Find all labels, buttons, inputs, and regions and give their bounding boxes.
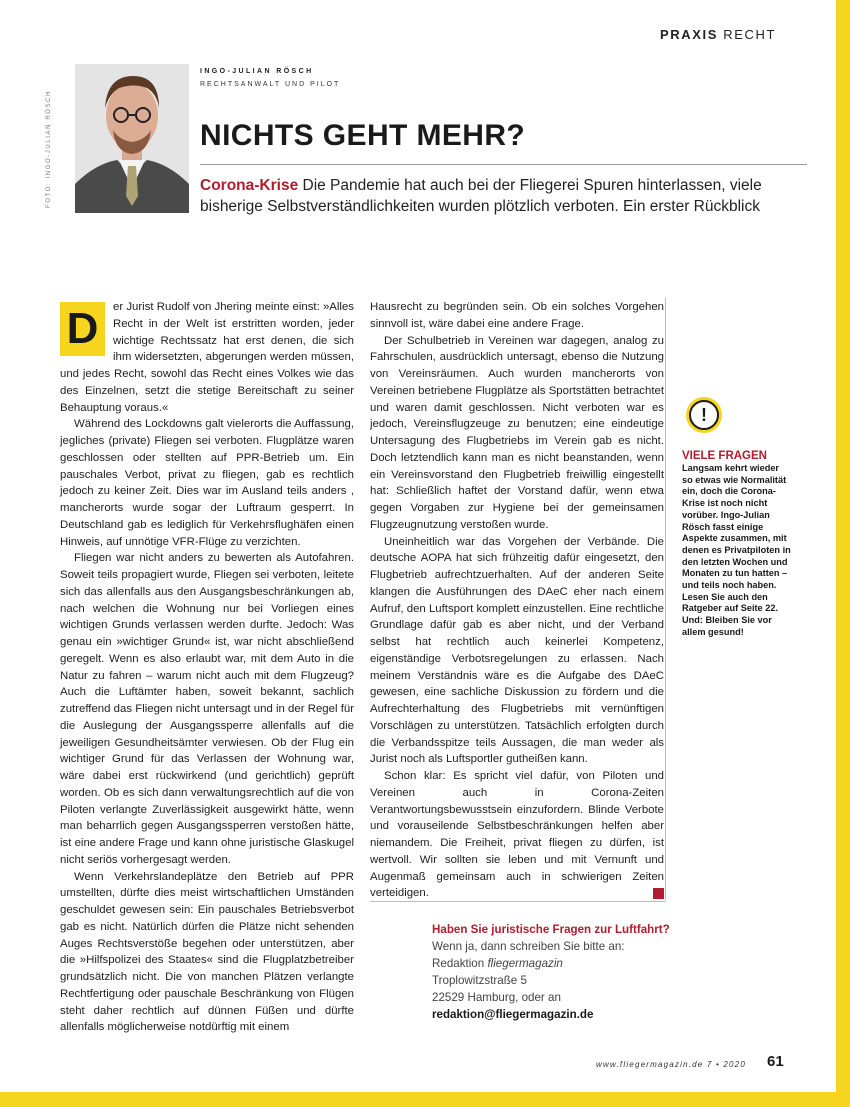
contact-line: 22529 Hamburg, oder an <box>432 991 561 1004</box>
running-head <box>660 27 776 42</box>
contact-box <box>432 921 672 1023</box>
body-paragraph: Wenn Verkehrslandeplätze den Betrieb auf PPR umstellten, dürfte dies meist wirtschaftlichen Umständen geschuldet gewesen sein: Ein pauschales Betriebsverbot gab es nicht. Natürlich dürfen die Plätze nicht sehenden Auges Rechtsverstöße begehen oder unterstützen, aber die »Hilfspolizei des Staates« sind die Flugplatzbetreiber grundsätzlich nicht. Die von manchen Plätzen verlangte Rechtfertigung oder pauschale Beschränkung von Flügen steht daher rechtlich auf dünnen Füßen und dürfte allenfalls möglicherweise notdürftig mit einem <box>60 870 354 1034</box>
column-separator <box>665 298 666 900</box>
footer-url-issue: www.fliegermagazin.de 7 • 2020 <box>596 1060 746 1069</box>
body-paragraph: Während des Lockdowns galt vielerorts die Auffassung, jegliches (private) Fliegen sei verboten. Flugplätze waren geschlossen oder stellten auf PPR-Betrieb um. Ein pauschales Verbot, privat zu fliegen, gab es rechtlich jedoch zu keiner Zeit. Dies war im Ausland teils anders , mancherorts wurde sogar der Luftraum gesperrt. In Deutschland gab es lediglich für Verkehrsflughäfen einen Hinweis, auf unnötige VFR-Flüge zu verzichten. <box>60 418 354 548</box>
body-column-2 <box>370 299 664 902</box>
body-paragraph <box>60 299 354 416</box>
contact-line-text: Redaktion <box>432 957 488 970</box>
exclamation-icon <box>686 397 722 433</box>
body-paragraph-text: er Jurist Rudolf von Jhering meinte einst: »Alles Recht in der Welt ist erstritten worden, jeder wichtige Rechtssatz hat erst denen, die sich ihm widersetzten, abgerungen werden müssen, und jedes Recht, sowohl das Recht eines Volkes wie das des Einzelnen, setzt die stetige Bereitschaft zu seiner Behauptung voraus.« <box>60 301 354 414</box>
author-portrait-image <box>75 64 189 213</box>
photo-credit: FOTO: INGO-JULIAN RÖSCH <box>46 89 52 208</box>
deck-keyword: Corona-Krise <box>200 177 299 194</box>
contact-line <box>432 955 672 972</box>
contact-line: Troplowitzstraße 5 <box>432 974 527 987</box>
headline-rule <box>200 164 807 165</box>
deck-text: Die Pandemie hat auch bei der Fliegerei Spuren hinterlassen, viele bisherige Selbstverständlichkeiten wurden plötzlich verboten. Ein erster Rückblick <box>200 177 762 215</box>
author-portrait <box>75 64 189 213</box>
body-paragraph-text: Schon klar: Es spricht viel dafür, von Piloten und Vereinen auch in Corona-Zeiten Verantwortungsbewusstsein einzufordern. Blinde Verbote und vorauseilende Selbstbeschränkungen helfen aber niemandem. Die Freiheit, privat fliegen zu dürfen, ist wertvoll. Wir sollten sie leben und mit Vernunft und Augenmaß gemeinsam auch in schwierigen Zeiten verteidigen. <box>370 770 664 900</box>
page-number: 61 <box>767 1053 784 1070</box>
author-name: INGO-JULIAN RÖSCH <box>200 68 314 75</box>
end-mark-icon <box>653 888 664 899</box>
contact-question: Haben Sie juristische Fragen zur Luftfahrt? <box>432 923 670 936</box>
deck <box>200 175 805 217</box>
contact-email-link[interactable]: redaktion@fliegermagazin.de <box>432 1008 594 1021</box>
magazine-name: fliegermagazin <box>487 957 563 970</box>
drop-cap: D <box>60 302 105 356</box>
sidebar-box <box>682 397 792 639</box>
headline: NICHTS GEHT MEHR? <box>200 119 526 152</box>
exclamation-glyph: ! <box>689 400 719 430</box>
body-paragraph-last <box>370 768 664 902</box>
contact-line: Wenn ja, dann schreiben Sie bitte an: <box>432 940 625 953</box>
body-paragraph: Uneinheitlich war das Vorgehen der Verbände. Die deutsche AOPA hat sich frühzeitig dafür eingesetzt, den Flugbetrieb aufrechtzuerhalten. Auf der anderen Seite klangen die Ausführungen des DAeC eher nach einem Aufruf, den Luftsport komplett einzustellen. Eine rechtliche Grundlage dafür gab es aber nicht, und der Verband selbst hat rechtlich auch keinerlei Kompetenz, eigenständige Verbotsregelungen zu erlassen. Nach meinem Verständnis wäre es die Aufgabe des DAeC gewesen, eine sachliche Diskussion zu fördern und die Aufrechterhaltung des Flugbetriebs mit vernünftigen Vorschlägen zu unterstützen. Tatsächlich erfolgten durch die Verbandsspitze teils Aussagen, die man weder als Jurist noch als Luftsportler gutheißen kann. <box>370 535 664 766</box>
sidebar-title: VIELE FRAGEN <box>682 450 767 462</box>
running-head-topic: RECHT <box>723 27 776 42</box>
contact-rule <box>370 901 666 902</box>
running-head-section: PRAXIS <box>659 27 718 42</box>
body-paragraph: Fliegen war nicht anders zu bewerten als Autofahren. Soweit teils propagiert wurde, Fliegen sei verboten, leitete sich das allenfalls aus den Ausgangsbeschränkungen ab, nach welchen die Wohnung nur bei Vorliegen eines wichtigen Grunds verlassen werden durfte. Jedoch: Was genau ein »wichtiger Grund« ist, war nicht abschließend geregelt. Wenn es also erlaubt war, mit dem Auto in die Natur zu fahren – warum nicht auch mit dem Flugzeug? Auch die Luftämter haben, soweit bekannt, sachlich zutreffend das Fliegen nicht untersagt und in der Regel für die Auslegung der Ausgangssperre allenfalls auf die jeweiligen Gesundheitsämter verwiesen. Ob der Flug ein wichtiger Grund für das Verlassen der Wohnung war, wäre dabei erst rückwirkend (und gerichtlich) geprüft worden. Ob es sich dann verwaltungsrechtlich auf die von Piloten verlangte Zuverlässigkeit ausgewirkt hätte, wenn man beharrlich gegen Ausgangssperren verstoßen hätte, ist eine andere Frage und kann ohne juristische Glaskugel nicht seriös vorhergesagt werden. <box>60 552 354 866</box>
body-paragraph: Hausrecht zu begründen sein. Ob ein solches Vorgehen sinnvoll ist, wäre dabei eine andere Frage. <box>370 301 664 330</box>
sidebar-text: Langsam kehrt wieder so etwas wie Normalität ein, doch die Corona-Krise ist noch nicht vorüber. Ingo-Julian Rösch fasst einige Aspekte zusammen, mit denen es Privatpiloten in den letzten Wochen und Monaten zu tun hatten – und teils noch haben. Lesen Sie auch den Ratgeber auf Seite 22. Und: Bleiben Sie vor allem gesund! <box>682 463 791 637</box>
author-role: RECHTSANWALT UND PILOT <box>200 81 341 88</box>
body-paragraph: Der Schulbetrieb in Vereinen war dagegen, analog zu Fahrschulen, ausdrücklich untersagt, ebenso die Nutzung von Vereinsräumen. Auch wurden mancherorts von Vereinen betriebene Flugplätze als Sportstätten betrachtet und waren damit geschlossen. Nicht verboten war es jedoch, Vereinsflugzeuge zu benutzen; eine eindeutige Untersagung des Flugbetriebs im Verein gab es nicht. Doch letztendlich kann man es nicht beanstanden, wenn ein Vereinsvorstand den Flugbetrieb freiwillig eingestellt hat: Schließlich haftet der Vorstand dafür, wenn etwa gegen Vorgaben zur Hygiene bei der gemeinsamen Flugzeugnutzung verstoßen wurde. <box>370 334 664 531</box>
body-column-1 <box>60 299 354 1036</box>
